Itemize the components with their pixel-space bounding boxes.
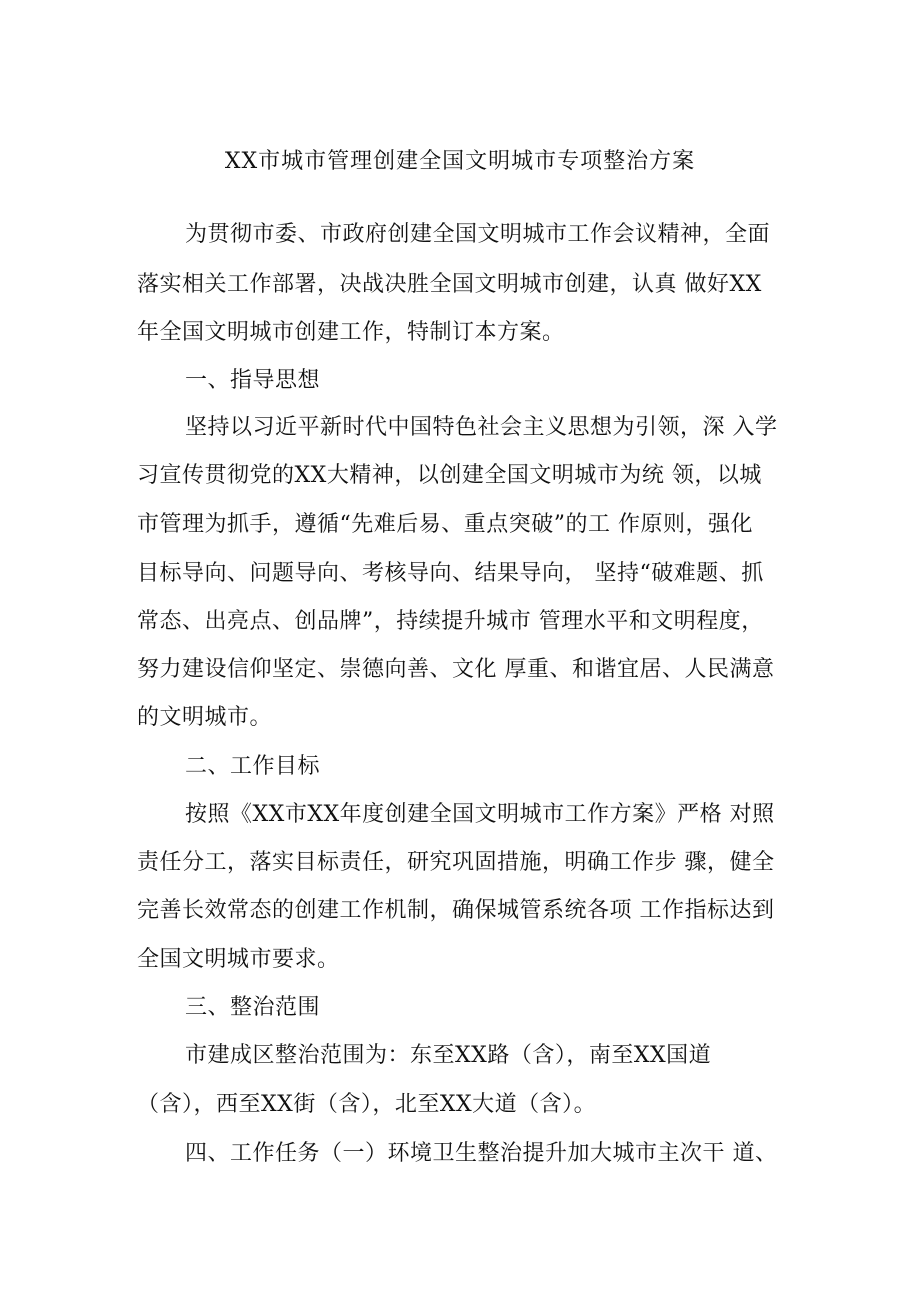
paragraph-line: 的文明城市。 (137, 705, 273, 730)
paragraph-line: 责任分工，落实目标责任，研究巩固措施，明确工作步 骤，健全 (137, 850, 775, 875)
paragraph-line: 按照《XX市XX年度创建全国文明城市工作方案》严格 对照 (185, 802, 775, 827)
section-heading: 四、工作任务（一）环境卫生整治提升加大城市主次干 道、 (185, 1141, 778, 1166)
paragraph-line: 完善长效常态的创建工作机制，确保城管系统各项 工作指标达到 (137, 898, 775, 923)
document-title: XX市城市管理创建全国文明城市专项整治方案 (224, 149, 696, 174)
paragraph-line: 习宣传贯彻党的XX大精神，以创建全国文明城市为统 领，以城 (137, 463, 762, 488)
paragraph-line: 努力建设信仰坚定、崇德向善、文化 厚重、和谐宜居、人民满意 (137, 657, 775, 682)
section-heading: 一、指导思想 (185, 368, 321, 393)
paragraph-line: 坚持以习近平新时代中国特色社会主义思想为引领，深 入学 (185, 415, 778, 440)
paragraph-line: 市建成区整治范围为：东至XX路（含），南至XX国道 (185, 1043, 712, 1068)
section-heading: 二、工作目标 (185, 754, 321, 779)
paragraph-line: 常态、出亮点、创品牌”，持续提升城市 管理水平和文明程度， (137, 609, 764, 634)
paragraph-line: 年全国文明城市创建工作，特制订本方案。 (137, 320, 565, 345)
paragraph-line: （含），西至XX街（含），北至XX大道（含）。 (137, 1092, 597, 1117)
paragraph-line: 为贯彻市委、市政府创建全国文明城市工作会议精神，全面 (185, 222, 771, 247)
paragraph-line: 全国文明城市要求。 (137, 947, 340, 972)
paragraph-line: 落实相关工作部署，决战决胜全国文明城市创建，认真 做好XX (137, 272, 762, 297)
paragraph-line: 市管理为抓手，遵循“先难后易、重点突破”的工 作原则，强化 (137, 512, 753, 537)
section-heading: 三、整治范围 (185, 995, 321, 1020)
paragraph-line: 目标导向、问题导向、考核导向、结果导向， 坚持“破难题、抓 (137, 561, 764, 586)
